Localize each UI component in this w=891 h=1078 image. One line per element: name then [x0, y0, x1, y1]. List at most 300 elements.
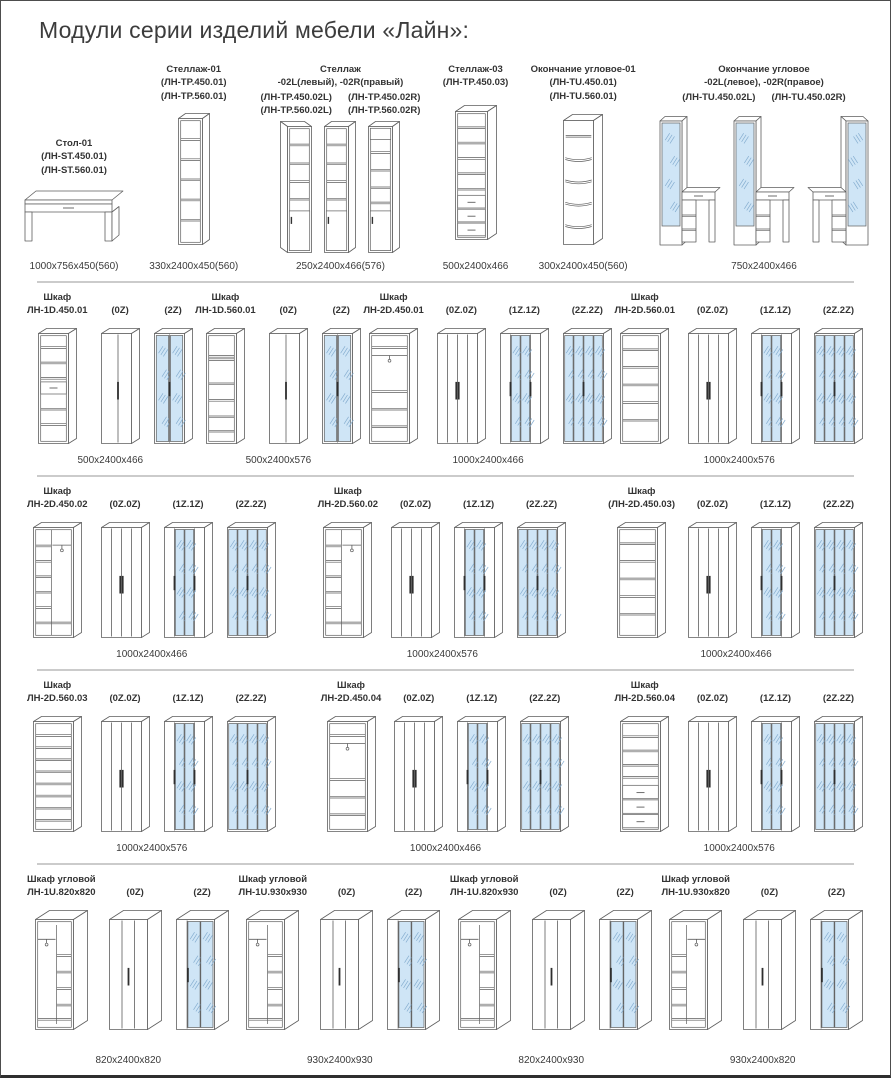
- module-variant: [195, 291, 256, 445]
- drawings-row: [562, 113, 604, 246]
- variant-label-block: [109, 679, 140, 706]
- variant-label: (0Z): [549, 887, 567, 899]
- drawing-w2-open-rod: [326, 715, 377, 833]
- module-variant: [321, 291, 362, 445]
- variant-label: (2Z.2Z): [235, 693, 267, 705]
- dimensions-label: 1000x2400x576: [116, 843, 188, 854]
- group-header-line: (ЛН-TU.450.01): [549, 77, 617, 89]
- drawing-w2-mirror-all: [516, 521, 567, 639]
- module-variant: [453, 485, 504, 639]
- group-header-line: (ЛН-ST.560.01): [41, 164, 107, 176]
- dimensions-label: 300x2400x450(560): [538, 260, 628, 272]
- variant-label-block: [238, 873, 307, 900]
- module-variant: [27, 485, 88, 639]
- variant-label: (0Z.0Z): [403, 693, 435, 705]
- section-wardrobes-1: [1, 283, 890, 475]
- variant-label: (1Z.1Z): [759, 693, 792, 705]
- variant-label-block: [616, 873, 633, 900]
- module-variant: [614, 679, 675, 833]
- variant-label: (0Z.0Z): [696, 499, 729, 511]
- module-variant: [519, 679, 570, 833]
- dimensions-label: 250x2400x466(576): [295, 261, 385, 272]
- group-header: [682, 63, 845, 104]
- variant-label: ЛН-1U.820x820: [27, 887, 96, 899]
- variant-label: (ЛН-2D.450.03): [608, 499, 675, 511]
- group-header: [443, 63, 509, 90]
- module-code: (ЛН-TP.450.02L): [260, 91, 332, 103]
- variant-label-block: [446, 291, 477, 318]
- module-variant: [813, 291, 864, 445]
- group-title: Шкаф угловой: [27, 874, 96, 886]
- group-title: Шкаф: [379, 292, 408, 304]
- group-header-line: Окончание угловое-01: [530, 64, 636, 75]
- variant-label-block: [572, 291, 603, 318]
- dimensions-label: 750x2400x466: [731, 260, 797, 272]
- drawing-w2-mirror-center: [750, 327, 801, 445]
- variant-label-block: [27, 873, 96, 900]
- module-group: [661, 873, 864, 1073]
- module-group: [614, 679, 864, 861]
- drawings-row: [658, 112, 870, 248]
- module-variant: [687, 485, 738, 639]
- variant-label-block: [450, 873, 519, 900]
- module-group: [658, 63, 870, 279]
- variant-label: (0Z.0Z): [109, 499, 141, 511]
- module-group: [608, 485, 864, 667]
- drawings-row: [27, 291, 194, 445]
- variant-label: (2Z.2Z): [571, 305, 603, 317]
- drawing-w1-door: [268, 327, 309, 445]
- module-variant: [321, 679, 382, 833]
- module-variant: [27, 291, 88, 445]
- group-header-line: (ЛН-TP.450.03): [442, 77, 509, 89]
- module-group: [261, 63, 421, 279]
- variant-label-block: [27, 291, 88, 318]
- variant-label-block: [828, 873, 845, 900]
- variant-label: (0Z.0Z): [696, 693, 729, 705]
- variant-label-block: [235, 485, 266, 512]
- group-code-columns: [682, 91, 845, 104]
- module-variant: [614, 291, 675, 445]
- variant-label: (1Z.1Z): [172, 499, 204, 511]
- variant-label-block: [126, 873, 143, 900]
- drawing-w2-mirror-center: [163, 521, 214, 639]
- drawing-vanity-left: [658, 112, 722, 248]
- drawing-cw-mirror: [598, 909, 653, 1031]
- module-variant: [318, 485, 379, 639]
- drawing-cw-door: [531, 909, 586, 1031]
- variant-label: ЛН-1U.820x930: [449, 887, 519, 899]
- variant-label: (2Z.2Z): [822, 499, 855, 511]
- drawing-w1-open-a: [37, 327, 78, 445]
- group-header-line: Стеллаж-03: [448, 64, 503, 75]
- group-header-line: Стеллаж-01: [166, 64, 222, 75]
- variant-label: ЛН-2D.450.04: [320, 693, 382, 705]
- variant-label-block: [823, 485, 854, 512]
- module-group: [27, 679, 277, 861]
- drawing-w1-open-b: [205, 327, 246, 445]
- drawing-vanity-left: [732, 112, 796, 248]
- module-variant: [100, 485, 151, 639]
- variant-label-block: [526, 485, 557, 512]
- module-variant: [27, 873, 96, 1031]
- drawings-row: [614, 291, 864, 445]
- variant-label-block: [760, 679, 791, 706]
- module-variant: [153, 291, 194, 445]
- variant-label: (0Z): [337, 887, 356, 899]
- drawings-row: [454, 104, 498, 241]
- group-header-line: (ЛН-TP.560.01): [160, 90, 227, 102]
- drawing-desk: [21, 187, 127, 245]
- variant-label: (2Z.2Z): [529, 693, 561, 705]
- drawing-w2-open-split: [32, 521, 83, 639]
- variant-label-block: [109, 485, 140, 512]
- drawings-row: [21, 187, 127, 245]
- module-group: [450, 873, 653, 1073]
- drawing-cw-door: [319, 909, 374, 1031]
- section-top-modules: [1, 57, 890, 281]
- drawing-w2-mirror-all: [226, 715, 277, 833]
- group-title: Шкаф: [43, 680, 72, 692]
- variant-label-block: [466, 679, 497, 706]
- variant-label-block: [111, 291, 128, 318]
- drawings-row: [321, 679, 571, 833]
- variant-label-block: [549, 873, 566, 900]
- module-variant: [608, 485, 675, 639]
- drawings-row: [177, 112, 211, 246]
- variant-label: (2Z): [616, 887, 634, 899]
- drawings-row: [27, 873, 230, 1031]
- drawing-corner-shelf: [562, 113, 604, 246]
- drawings-row: [661, 873, 864, 1031]
- variant-label-block: [172, 679, 203, 706]
- module-group: [27, 291, 194, 473]
- drawing-w2-mirror-center: [750, 521, 801, 639]
- group-header-line: -02L(левый), -02R(правый): [277, 77, 404, 89]
- dimensions-label: 820x2400x930: [518, 1055, 585, 1066]
- module-group: [363, 291, 613, 473]
- variant-label: (1Z.1Z): [172, 693, 204, 705]
- drawing-w2-open-rod: [368, 327, 419, 445]
- module-variant: [238, 873, 307, 1031]
- drawing-w2-doors: [100, 715, 151, 833]
- variant-label: (2Z): [404, 887, 423, 899]
- variant-label: (2Z): [164, 305, 182, 317]
- drawing-cw-mirror: [175, 909, 230, 1031]
- drawing-w2-doors: [390, 521, 441, 639]
- group-header: [161, 63, 227, 103]
- module-variant: [163, 679, 214, 833]
- variant-label: ЛН-2D.560.04: [614, 693, 675, 705]
- variant-label: ЛН-2D.450.01: [363, 305, 424, 317]
- drawing-w2-mirror-center: [453, 521, 504, 639]
- drawing-w2-mirror-center: [456, 715, 507, 833]
- drawing-w2-mirror-center: [163, 715, 214, 833]
- drawing-w2-doors: [687, 327, 738, 445]
- module-group: [318, 485, 568, 667]
- module-variant: [813, 485, 864, 639]
- module-variant: [386, 873, 441, 1031]
- group-code-columns: [261, 91, 421, 118]
- module-group: [531, 63, 636, 279]
- drawing-cw-open: [245, 909, 300, 1031]
- code-column: [348, 91, 421, 118]
- dimensions-label: 1000x2400x576: [406, 649, 478, 660]
- drawing-w2-mirror-all: [813, 327, 864, 445]
- variant-label-block: [761, 873, 778, 900]
- variant-label-block: [614, 291, 675, 318]
- module-variant: [531, 873, 586, 1031]
- variant-label: ЛН-2D.560.02: [317, 499, 379, 511]
- drawings-row: [450, 873, 653, 1031]
- module-variant: [750, 679, 801, 833]
- variant-label-block: [318, 485, 379, 512]
- variant-label-block: [661, 873, 730, 900]
- drawing-rack-door-b: [323, 120, 357, 254]
- variant-label-block: [235, 679, 266, 706]
- variant-label-block: [823, 291, 854, 318]
- module-variant: [163, 485, 214, 639]
- drawing-cw-door: [742, 909, 797, 1031]
- variant-label-block: [321, 679, 382, 706]
- variant-label-block: [279, 291, 296, 318]
- drawing-w2-mirror-all: [226, 521, 277, 639]
- variant-label-block: [172, 485, 203, 512]
- drawings-row: [279, 120, 401, 254]
- drawing-w2-doors: [393, 715, 444, 833]
- variant-label-block: [195, 291, 256, 318]
- group-header-line: Стол-01: [55, 138, 93, 149]
- variant-label-block: [608, 485, 675, 512]
- module-variant: [813, 679, 864, 833]
- module-variant: [108, 873, 163, 1031]
- module-group: [443, 63, 509, 279]
- variant-label-block: [823, 679, 854, 706]
- variant-label-block: [697, 291, 728, 318]
- drawing-w2-mirror-center: [750, 715, 801, 833]
- dimensions-label: 820x2400x820: [95, 1055, 162, 1066]
- variant-label: ЛН-1U.930x930: [238, 887, 307, 899]
- code-column: [771, 91, 845, 104]
- variant-label-block: [697, 679, 728, 706]
- dimensions-label: 1000x2400x466: [409, 843, 482, 854]
- group-header-line: -02L(левое), -02R(правое): [704, 77, 824, 89]
- variant-label-block: [529, 679, 560, 706]
- variant-label-block: [509, 291, 540, 318]
- module-variant: [268, 291, 309, 445]
- group-header-line: (ЛН-ST.450.01): [41, 151, 107, 163]
- group-title: Шкаф: [630, 292, 659, 304]
- variant-label: (1Z.1Z): [759, 305, 792, 317]
- drawings-row: [363, 291, 613, 445]
- drawing-vanity-right: [806, 112, 870, 248]
- module-variant: [319, 873, 374, 1031]
- variant-label-block: [363, 291, 424, 318]
- module-variant: [450, 873, 519, 1031]
- drawing-w1-mirror: [153, 327, 194, 445]
- drawing-cw-open: [457, 909, 512, 1031]
- variant-label: (1Z.1Z): [463, 499, 495, 511]
- drawing-rack-drawers: [454, 104, 498, 241]
- module-group: [614, 291, 864, 473]
- dimensions-label: 1000x2400x576: [703, 843, 775, 854]
- dimensions-label: 1000x2400x466: [700, 649, 772, 660]
- dimensions-label: 1000x2400x466: [452, 455, 524, 466]
- variant-label: (0Z.0Z): [445, 305, 477, 317]
- variant-label-block: [193, 873, 210, 900]
- group-title: Шкаф угловой: [238, 874, 308, 886]
- drawing-w1-door: [100, 327, 141, 445]
- variant-label: ЛН-1D.560.01: [195, 305, 256, 317]
- dimensions-label: 330x2400x450(560): [149, 260, 239, 272]
- drawing-w2-mirror-all: [813, 521, 864, 639]
- drawing-w2-doors: [687, 521, 738, 639]
- variant-label: ЛН-2D.560.01: [614, 305, 675, 317]
- variant-label: (2Z): [827, 887, 846, 899]
- group-title: Шкаф угловой: [449, 874, 519, 886]
- variant-label-block: [697, 485, 728, 512]
- variant-label: (2Z.2Z): [526, 499, 558, 511]
- module-variant: [436, 291, 487, 445]
- variant-label: (2Z): [332, 305, 350, 317]
- drawings-row: [238, 873, 441, 1031]
- module-variant: [562, 291, 613, 445]
- dimensions-label: 930x2400x930: [306, 1055, 373, 1066]
- variant-label-block: [403, 679, 434, 706]
- catalog-sections: [1, 57, 890, 1075]
- variant-label: (2Z.2Z): [822, 305, 855, 317]
- group-title: Шкаф: [43, 486, 72, 498]
- module-variant: [750, 291, 801, 445]
- module-group: [195, 291, 362, 473]
- variant-label: ЛН-2D.560.03: [27, 693, 88, 705]
- drawing-rack-open: [177, 112, 211, 246]
- group-title: Шкаф: [630, 680, 659, 692]
- group-header-line: Стеллаж: [320, 64, 361, 75]
- group-title: Шкаф угловой: [661, 874, 730, 886]
- module-group: [27, 873, 230, 1073]
- group-header-line: (ЛН-TU.560.01): [549, 90, 617, 102]
- module-variant: [687, 679, 738, 833]
- variant-label: (0Z.0Z): [109, 693, 141, 705]
- drawing-w2-open-shelves: [619, 327, 670, 445]
- module-group: [238, 873, 441, 1073]
- variant-label: (0Z): [760, 887, 779, 899]
- variant-label: (0Z.0Z): [696, 305, 729, 317]
- group-header-line: Окончание угловое: [718, 64, 810, 75]
- dimensions-label: 500x2400x576: [245, 455, 312, 466]
- module-variant: [390, 485, 441, 639]
- group-title: Шкаф: [337, 680, 365, 692]
- variant-label: (0Z): [279, 305, 297, 317]
- variant-label-block: [164, 291, 181, 318]
- group-title: Шкаф: [333, 486, 362, 498]
- module-variant: [661, 873, 730, 1031]
- variant-label-block: [614, 679, 675, 706]
- drawing-w2-mirror-all: [562, 327, 613, 445]
- module-variant: [27, 679, 88, 833]
- dimensions-label: 1000x2400x466: [116, 649, 188, 660]
- drawing-w2-open-drawers: [619, 715, 670, 833]
- dimensions-label: 930x2400x820: [729, 1055, 796, 1066]
- drawing-w2-doors: [436, 327, 487, 445]
- drawing-w1-mirror: [321, 327, 362, 445]
- group-title: Шкаф: [43, 292, 72, 304]
- module-variant: [499, 291, 550, 445]
- variant-label-block: [338, 873, 355, 900]
- variant-label: ЛН-1U.930x820: [661, 887, 730, 899]
- group-title: Шкаф: [211, 292, 240, 304]
- drawing-w2-mirror-center: [499, 327, 550, 445]
- drawings-row: [614, 679, 864, 833]
- module-code: (ЛН-TP.450.02R): [347, 91, 421, 103]
- variant-label: (2Z): [193, 887, 211, 899]
- variant-label-block: [760, 485, 791, 512]
- drawing-w2-open-shelves-many: [32, 715, 83, 833]
- drawing-cw-door: [108, 909, 163, 1031]
- variant-label-block: [332, 291, 349, 318]
- drawings-row: [608, 485, 864, 639]
- variant-label-block: [27, 679, 88, 706]
- drawing-cw-mirror: [809, 909, 864, 1031]
- drawing-rack-door-c: [367, 120, 401, 254]
- drawing-w2-mirror-all: [813, 715, 864, 833]
- module-group: [321, 679, 571, 861]
- variant-label: (0Z.0Z): [400, 499, 432, 511]
- drawing-w2-doors: [687, 715, 738, 833]
- module-variant: [393, 679, 444, 833]
- drawings-row: [27, 679, 277, 833]
- code-column: [261, 91, 332, 118]
- drawing-cw-open-alt: [668, 909, 723, 1031]
- dimensions-label: 500x2400x466: [77, 455, 144, 466]
- variant-label: ЛН-2D.450.02: [27, 499, 88, 511]
- variant-label: (2Z.2Z): [822, 693, 855, 705]
- drawing-cw-open: [34, 909, 89, 1031]
- drawing-w2-open-shelves: [616, 521, 667, 639]
- section-wardrobes-3: [1, 671, 890, 863]
- module-variant: [175, 873, 230, 1031]
- page-title: Модули серии изделий мебели «Лайн»:: [39, 17, 470, 43]
- section-corner-wardrobes: [1, 865, 890, 1075]
- group-title: Шкаф: [627, 486, 656, 498]
- variant-label: (0Z): [111, 305, 129, 317]
- code-column: [682, 91, 755, 104]
- module-group: [27, 485, 277, 667]
- group-header: [261, 63, 421, 117]
- variant-label: (1Z.1Z): [508, 305, 540, 317]
- dimensions-label: 1000x756x450(560): [29, 260, 119, 272]
- variant-label-block: [400, 485, 431, 512]
- variant-label: (0Z): [126, 887, 144, 899]
- dimensions-label: 1000x2400x576: [703, 455, 775, 466]
- variant-label-block: [463, 485, 494, 512]
- dimensions-label: 500x2400x466: [442, 261, 509, 272]
- drawing-w2-mirror-all: [519, 715, 570, 833]
- module-variant: [100, 291, 141, 445]
- variant-label: (1Z.1Z): [759, 499, 792, 511]
- module-variant: [750, 485, 801, 639]
- module-group: [149, 63, 238, 279]
- module-variant: [598, 873, 653, 1031]
- module-variant: [516, 485, 567, 639]
- group-header: [531, 63, 636, 103]
- variant-label-block: [760, 291, 791, 318]
- module-variant: [742, 873, 797, 1031]
- module-variant: [100, 679, 151, 833]
- module-variant: [226, 485, 277, 639]
- drawing-w2-open-split: [322, 521, 373, 639]
